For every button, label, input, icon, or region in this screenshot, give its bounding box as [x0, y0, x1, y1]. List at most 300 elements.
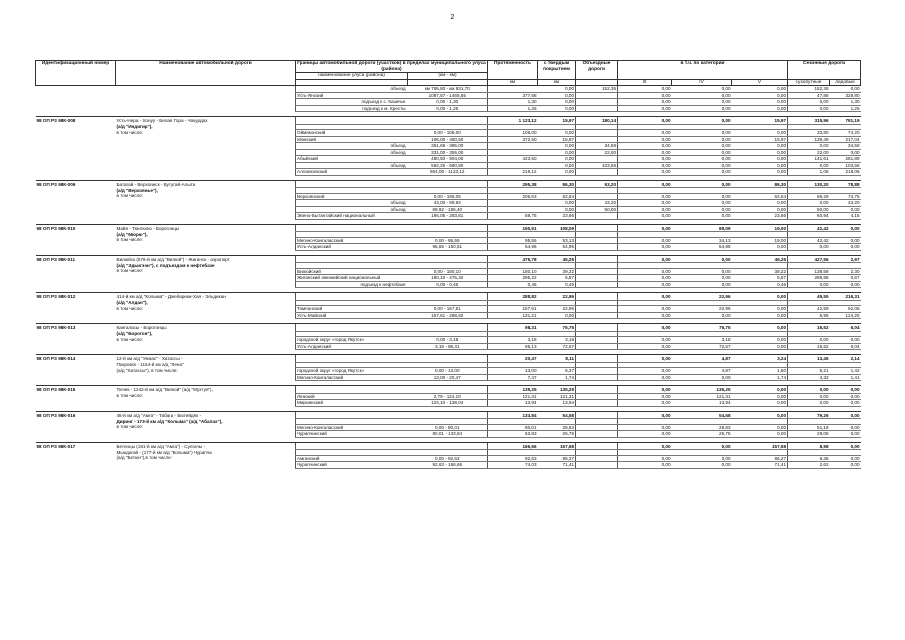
value-cell-c4: 28,83 — [672, 424, 732, 431]
value-cell-c5: 0,00 — [732, 105, 788, 112]
value-cell-dry: 152,35 — [788, 86, 830, 93]
value-cell-c3: 0,00 — [618, 324, 672, 332]
region-cell: Чурапчинский — [296, 431, 408, 438]
value-cell-c4: 135,25 — [672, 386, 732, 394]
value-cell-c4: 13,94 — [672, 400, 732, 407]
value-cell-c4: 0,00 — [672, 169, 732, 176]
value-cell-c5: 23,66 — [732, 213, 788, 220]
value-cell-ice: 6,04 — [830, 343, 861, 350]
value-cell-c3: 0,00 — [618, 180, 672, 188]
road-name: в том числе: — [116, 305, 144, 311]
col-bounds-header: Границы автомобильной дороги (участков) в пределах муниципального улуса (района) — [297, 61, 486, 72]
region-cell: Чурапчинский — [296, 462, 408, 469]
region-cell — [296, 224, 408, 232]
value-cell-c4: 54,58 — [672, 411, 732, 419]
value-cell-hard: 0,46 — [538, 281, 576, 288]
value-cell-ice: 0,00 — [830, 442, 861, 450]
km-range-cell: 592,25 - 660,80 — [408, 162, 488, 169]
road-name: (а/д "Мюрю"), — [116, 231, 148, 237]
value-cell-ice: 0,00 — [830, 393, 861, 400]
value-cell-c4: 0,00 — [672, 213, 732, 220]
value-cell-c3: 0,00 — [618, 455, 672, 462]
value-cell-c4: 34,13 — [672, 237, 732, 244]
value-cell-ice: 1,42 — [830, 368, 861, 375]
value-cell-dry: 69,28 — [788, 193, 830, 200]
region-cell — [296, 255, 408, 263]
value-cell-c4: 0,00 — [672, 180, 732, 188]
region-cell: Усть-Майский — [296, 312, 408, 319]
value-cell-ice: 4,15 — [830, 213, 861, 220]
value-cell-ice: 0,00 — [830, 337, 861, 344]
value-cell-len: 7,47 — [488, 374, 538, 381]
value-cell-len: 54,96 — [488, 244, 538, 251]
value-cell-hard: 86,27 — [538, 455, 576, 462]
road-name: Тючек - 1242-й км а/д "Вилюй" (а/д "Мухтуя"), — [116, 387, 213, 392]
value-cell-c3: 0,00 — [618, 105, 672, 112]
value-cell-hard: 121,31 — [538, 393, 576, 400]
value-cell-c5: 5,57 — [732, 275, 788, 282]
value-cell-c4: 0,00 — [672, 268, 732, 275]
km-range-cell — [408, 442, 488, 450]
value-cell-ice: 74,75 — [830, 193, 861, 200]
km-range-cell: 0,00 - 180,10 — [408, 268, 488, 275]
value-cell-c4: 4,87 — [672, 368, 732, 375]
km-range-cell: 13,00 - 20,47 — [408, 374, 488, 381]
value-cell-c4: 0,00 — [672, 117, 732, 125]
value-cell-c5: 0,00 — [732, 169, 788, 176]
col-dry-header: сухопутные — [788, 79, 830, 86]
km-range-cell: 480,50 - 904,00 — [408, 156, 488, 163]
value-cell-c4: 72,57 — [672, 343, 732, 350]
km-range-cell — [408, 117, 488, 125]
road-name: Диринг - 173-й км а/д "Колыма" (а/д "Абалах"), — [116, 418, 223, 424]
region-cell — [296, 411, 408, 419]
value-cell-len: 206,63 — [488, 193, 538, 200]
value-cell-c4: 0,00 — [672, 275, 732, 282]
value-cell-ice: 791,19 — [830, 117, 861, 125]
value-cell-c4: 0,00 — [672, 462, 732, 469]
value-cell-c4: 0,00 — [672, 162, 732, 169]
value-cell-len: 166,66 — [488, 442, 538, 450]
value-cell-c5: 0,00 — [732, 343, 788, 350]
value-cell-c3: 0,00 — [618, 206, 672, 213]
value-cell-dry: 1,06 — [788, 169, 830, 176]
value-cell-c4: 22,96 — [672, 306, 732, 313]
col-length-unit: км — [488, 79, 538, 86]
value-cell-c3: 0,00 — [618, 237, 672, 244]
value-cell-len: 80,01 — [488, 424, 538, 431]
value-cell-ice: 2,97 — [830, 255, 861, 263]
region-cell: Эвено-Бытантайский национальный — [296, 213, 408, 220]
value-cell-ice: 281,89 — [830, 156, 861, 163]
value-cell-c3: 0,00 — [618, 200, 672, 207]
region-cell: Жиганский эвенкийский национальный — [296, 275, 408, 282]
value-cell-hard: 0,00 — [538, 200, 576, 207]
value-cell-len: 106,00 — [488, 130, 538, 137]
value-cell-dry: 141,61 — [788, 156, 830, 163]
col-category-header: в т.ч. по категории — [618, 61, 788, 80]
value-cell-ice: 1,30 — [830, 99, 861, 106]
region-cell: городской округ «город Якутск» — [296, 337, 408, 344]
road-id: 98 ОП РЗ 98К-011 — [36, 256, 76, 262]
value-cell-hard: 75,75 — [538, 324, 576, 332]
value-cell-c4: 0,00 — [672, 143, 732, 150]
km-range-cell: 0,00 - 195,05 — [408, 193, 488, 200]
road-name: в том числе: — [116, 237, 144, 242]
value-cell-c5: 1,74 — [732, 374, 788, 381]
value-cell-dry: 0,00 — [788, 244, 830, 251]
value-cell-c3: 0,00 — [618, 312, 672, 319]
km-range-cell: 0,00 - 13,00 — [408, 368, 488, 375]
value-cell-byp — [576, 355, 618, 363]
value-cell-hard: 22,96 — [538, 306, 576, 313]
value-cell-c5: 19,00 — [732, 237, 788, 244]
km-range-cell: 0,00 - 0,46 — [408, 281, 488, 288]
value-cell-dry: 42,42 — [788, 224, 830, 232]
value-cell-ice: 0,00 — [830, 455, 861, 462]
value-cell-c5: 0,00 — [732, 393, 788, 400]
km-range-cell — [408, 224, 488, 232]
value-cell-c5: 0,00 — [732, 424, 788, 431]
value-cell-c5: 157,68 — [732, 442, 788, 450]
value-cell-ice: 2,30 — [830, 268, 861, 275]
value-cell-c4: 0,00 — [672, 206, 732, 213]
km-range-cell: 361,69 - 395,00 — [408, 143, 488, 150]
road-row — [36, 355, 861, 363]
value-cell-len: 3,18 — [488, 337, 538, 344]
value-cell-dry: 8,98 — [788, 442, 830, 450]
page-number: 2 — [450, 14, 455, 21]
km-range-cell — [408, 324, 488, 332]
value-cell-c3: 0,00 — [618, 130, 672, 137]
road-row — [36, 411, 861, 419]
value-cell-c3: 0,00 — [618, 337, 672, 344]
road-id: 98 ОП РЗ 98К-014 — [36, 356, 76, 361]
region-cell: Мегино-Кангаласский — [296, 374, 408, 381]
region-cell: объезд — [296, 86, 408, 93]
value-cell-hard: 0,00 — [538, 86, 576, 93]
value-cell-ice: 216,31 — [830, 293, 861, 301]
road-id: 98 ОП РЗ 98К-012 — [36, 294, 76, 299]
road-name: Бетенцы (191-й км а/д "Амга") - Сулгачы - — [116, 443, 206, 449]
km-range-cell: 80,01 - 133,84 — [408, 431, 488, 438]
value-cell-c3: 0,00 — [618, 293, 672, 301]
value-cell-c5: 0,00 — [732, 306, 788, 313]
value-cell-dry: 79,26 — [788, 411, 830, 419]
km-range-cell: 0,00 - 80,01 — [408, 424, 488, 431]
value-cell-byp: 93,20 — [576, 180, 618, 188]
km-range-cell: 180,10 - 475,32 — [408, 275, 488, 282]
km-range-cell: 0,00 - 95,55 — [408, 237, 488, 244]
value-cell-len: 180,10 — [488, 268, 538, 275]
value-cell-c4: 0,00 — [672, 312, 732, 319]
value-cell-c5: 0,00 — [732, 99, 788, 106]
value-cell-dry: 28,08 — [788, 431, 830, 438]
value-cell-ice: 0,00 — [830, 386, 861, 394]
value-cell-c3: 0,00 — [618, 400, 672, 407]
value-cell-c4: 0,00 — [672, 442, 732, 450]
region-cell: Вилюйский — [296, 268, 408, 275]
value-cell-dry: 138,58 — [788, 268, 830, 275]
value-cell-ice: 43,20 — [830, 200, 861, 207]
road-id: 98 ОП РЗ 98К-016 — [36, 412, 76, 418]
road-name: Мындагай - (177-й км а/д "Колыма") Чурапча — [116, 449, 212, 455]
km-range-cell: 3,18 - 98,31 — [408, 343, 488, 350]
value-cell-hard: 45,25 — [538, 255, 576, 263]
value-cell-c4: 0,00 — [672, 200, 732, 207]
km-range-cell: 124,10 - 138,04 — [408, 400, 488, 407]
value-cell-c3: 0,00 — [618, 275, 672, 282]
value-cell-dry: 6,95 — [788, 312, 830, 319]
value-cell-len: 1,25 — [488, 105, 538, 112]
value-cell-dry: 22,00 — [788, 149, 830, 156]
value-cell-hard: 86,30 — [538, 180, 576, 188]
value-cell-c3: 0,00 — [618, 424, 672, 431]
value-cell-dry: 42,59 — [788, 306, 830, 313]
road-name: в том числе: — [116, 129, 144, 135]
value-cell-c3: 0,00 — [618, 355, 672, 363]
col-cat5-header: V — [732, 79, 788, 86]
value-cell-c5: 0,00 — [732, 143, 788, 150]
region-cell: объезд — [296, 200, 408, 207]
value-cell-len: 0,46 — [488, 281, 538, 288]
region-cell: Аллаиховский — [296, 169, 408, 176]
region-cell: Усть-Алданский — [296, 244, 408, 251]
value-cell-ice: 78,88 — [830, 180, 861, 188]
value-cell-c4: 121,31 — [672, 393, 732, 400]
value-cell-ice: 0,00 — [830, 244, 861, 251]
value-cell-hard: 6,37 — [538, 368, 576, 375]
value-cell-c4: 0,00 — [672, 374, 732, 381]
value-cell-c3: 0,00 — [618, 386, 672, 394]
value-cell-dry: 6,36 — [788, 455, 830, 462]
region-cell: Момский — [296, 136, 408, 143]
value-cell-c4: 0,00 — [672, 193, 732, 200]
value-cell-dry: 0,00 — [788, 200, 830, 207]
value-cell-len: 377,68 — [488, 92, 538, 99]
value-cell-c3: 0,00 — [618, 169, 672, 176]
value-cell-ice: 218,06 — [830, 169, 861, 176]
table-row — [36, 462, 861, 469]
value-cell-hard: 15,97 — [538, 117, 576, 125]
region-cell: Усть-Янский — [296, 92, 408, 99]
value-cell-len: 288,82 — [488, 293, 538, 301]
value-cell-len: 1,30 — [488, 99, 538, 106]
value-cell-hard: 0,00 — [538, 130, 576, 137]
road-row — [36, 293, 861, 301]
road-row — [36, 386, 861, 394]
km-range-cell: 2,79 - 124,10 — [408, 393, 488, 400]
value-cell-ice: 0,00 — [830, 400, 861, 407]
value-cell-c4: 0,00 — [672, 156, 732, 163]
value-cell-hard: 62,64 — [538, 193, 576, 200]
km-range-cell: 106,00 - 480,50 — [408, 136, 488, 143]
value-cell-c3: 0,00 — [618, 244, 672, 251]
value-cell-len: 88,75 — [488, 213, 538, 220]
value-cell-byp: 22,00 — [576, 149, 618, 156]
value-cell-c5: 3,24 — [732, 355, 788, 363]
value-cell-hard: 135,25 — [538, 386, 576, 394]
km-range-cell: 43,00 - 69,92 — [408, 200, 488, 207]
value-cell-dry: 47,88 — [788, 92, 830, 99]
value-cell-c5: 0,00 — [732, 130, 788, 137]
value-cell-byp — [576, 324, 618, 332]
value-cell-ice: 34,58 — [830, 143, 861, 150]
value-cell-dry: 13,46 — [788, 355, 830, 363]
region-cell: объезд — [296, 206, 408, 213]
value-cell-c4: 4,87 — [672, 355, 732, 363]
value-cell-byp: 152,35 — [576, 86, 618, 93]
value-cell-c4: 54,96 — [672, 244, 732, 251]
region-cell: объезд — [296, 143, 408, 150]
road-name: 12-й км а/д "Умнас" - Хатассы - — [116, 356, 183, 361]
value-cell-c3: 0,00 — [618, 411, 672, 419]
km-range-cell: 904,00 - 1123,12 — [408, 169, 488, 176]
value-cell-hard: 0,00 — [538, 92, 576, 99]
road-name: в том числе: — [116, 268, 144, 273]
value-cell-hard: 1,74 — [538, 374, 576, 381]
value-cell-hard: 8,11 — [538, 355, 576, 363]
road-row — [36, 255, 861, 263]
value-cell-dry: 315,96 — [788, 117, 830, 125]
value-cell-c4: 0,00 — [672, 136, 732, 143]
value-cell-c4: 3,18 — [672, 337, 732, 344]
value-cell-len: 135,25 — [488, 386, 538, 394]
value-cell-dry: 130,20 — [788, 180, 830, 188]
value-cell-hard: 39,22 — [538, 268, 576, 275]
road-row — [36, 180, 861, 188]
region-cell: подъезд к м. Кресты — [296, 105, 408, 112]
region-cell: городской округ «город Якутск» — [296, 368, 408, 375]
col-id-header: Идентификационный номер — [36, 61, 116, 86]
road-name: (а/д "Эдьигээн"), с подъездом к нефтебазе — [116, 262, 215, 268]
value-cell-ice: 0,00 — [830, 462, 861, 469]
value-cell-len: 372,50 — [488, 136, 538, 143]
value-cell-c3: 0,00 — [618, 213, 672, 220]
region-cell: объезд — [296, 162, 408, 169]
value-cell-c4: 0,00 — [672, 281, 732, 288]
road-name: (а/д "Алдан"), — [116, 300, 148, 305]
value-cell-len: 295,38 — [488, 180, 538, 188]
value-cell-c5: 0,00 — [732, 337, 788, 344]
region-cell: Мегино-Кангаласский — [296, 424, 408, 431]
value-cell-hard: 0,00 — [538, 156, 576, 163]
road-row — [36, 224, 861, 232]
value-cell-c5: 45,25 — [732, 255, 788, 263]
value-cell-c3: 0,00 — [618, 281, 672, 288]
value-cell-ice: 6,04 — [830, 324, 861, 332]
value-cell-ice: 103,56 — [830, 162, 861, 169]
value-cell-c3: 0,00 — [618, 156, 672, 163]
value-cell-ice: 0,00 — [830, 411, 861, 419]
region-cell: Верхоянский — [296, 193, 408, 200]
value-cell-c4: 0,00 — [672, 99, 732, 106]
road-name: 414-й км а/д "Колыма" - Джебарики-Хая - Эльдикан — [116, 294, 226, 299]
value-cell-ice: 0,00 — [830, 224, 861, 232]
value-cell-dry: 50,00 — [788, 206, 830, 213]
value-cell-byp: 34,58 — [576, 143, 618, 150]
value-cell-c5: 0,00 — [732, 386, 788, 394]
value-cell-c5: 0,00 — [732, 293, 788, 301]
value-cell-c5: 0,00 — [732, 156, 788, 163]
value-cell-c5: 0,00 — [732, 200, 788, 207]
value-cell-c5: 0,00 — [732, 149, 788, 156]
road-name: Майя - Тюнгюлю - Борогонцы — [116, 225, 180, 231]
value-cell-c4: 0,00 — [672, 105, 732, 112]
value-cell-c5: 0,00 — [732, 244, 788, 251]
value-cell-dry: 0,00 — [788, 281, 830, 288]
km-range-cell — [408, 386, 488, 394]
value-cell-dry: 49,55 — [788, 293, 830, 301]
value-cell-hard: 0,00 — [538, 149, 576, 156]
value-cell-ice: 0,67 — [830, 275, 861, 282]
value-cell-len: 121,31 — [488, 393, 538, 400]
region-cell — [296, 355, 408, 363]
value-cell-byp: 43,20 — [576, 200, 618, 207]
region-cell: Мегино-Кангаласский — [296, 237, 408, 244]
value-cell-c4: 75,75 — [672, 324, 732, 332]
value-cell-c4: 0,00 — [672, 149, 732, 156]
value-cell-hard: 25,75 — [538, 431, 576, 438]
value-cell-c4: 0,00 — [672, 455, 732, 462]
value-cell-byp — [576, 442, 618, 450]
value-cell-c3: 0,00 — [618, 431, 672, 438]
value-cell-len: 95,55 — [488, 237, 538, 244]
value-cell-dry: 0,00 — [788, 162, 830, 169]
value-cell-c4: 0,00 — [672, 92, 732, 99]
value-cell-c3: 0,00 — [618, 306, 672, 313]
value-cell-len: 219,12 — [488, 169, 538, 176]
value-cell-dry: 0,00 — [788, 386, 830, 394]
region-cell: Томпонский — [296, 306, 408, 313]
value-cell-dry: 0,00 — [788, 400, 830, 407]
region-cell — [296, 180, 408, 188]
value-cell-c5: 39,22 — [732, 268, 788, 275]
km-range-cell: км 755,80 - км 931,70 — [408, 86, 488, 93]
value-cell-dry: 288,98 — [788, 275, 830, 282]
road-name: (а/д "Хатассы"), в том числе: — [116, 367, 178, 373]
value-cell-len: 13,94 — [488, 400, 538, 407]
value-cell-len: 20,47 — [488, 355, 538, 363]
header-row-1 — [36, 61, 861, 73]
road-name — [116, 462, 296, 469]
region-cell: Амгинский — [296, 455, 408, 462]
value-cell-dry: 60,94 — [788, 213, 830, 220]
value-cell-hard: 23,66 — [538, 213, 576, 220]
value-cell-len: 1 123,12 — [488, 117, 538, 125]
km-range-cell: 0,00 - 1,30 — [408, 99, 488, 106]
km-range-cell — [408, 255, 488, 263]
value-cell-dry: 51,18 — [788, 424, 830, 431]
road-name: в том числе: — [116, 393, 144, 398]
value-cell-c5: 0,00 — [732, 312, 788, 319]
value-cell-hard: 3,18 — [538, 337, 576, 344]
value-cell-ice: 1,25 — [830, 105, 861, 112]
value-cell-hard: 0,00 — [538, 162, 576, 169]
region-cell — [296, 442, 408, 450]
region-cell: Абыйский — [296, 156, 408, 163]
table-body — [36, 86, 861, 469]
road-name: в том числе: — [116, 424, 144, 429]
value-cell-dry: 5,21 — [788, 368, 830, 375]
value-cell-byp: 50,00 — [576, 206, 618, 213]
value-cell-c4: 0,00 — [672, 130, 732, 137]
value-cell-c3: 0,00 — [618, 255, 672, 263]
value-cell-byp — [576, 224, 618, 232]
col-hard-header: с твердым покрытием — [538, 61, 576, 80]
value-cell-c5: 0,00 — [732, 206, 788, 213]
value-cell-c3: 0,00 — [618, 393, 672, 400]
